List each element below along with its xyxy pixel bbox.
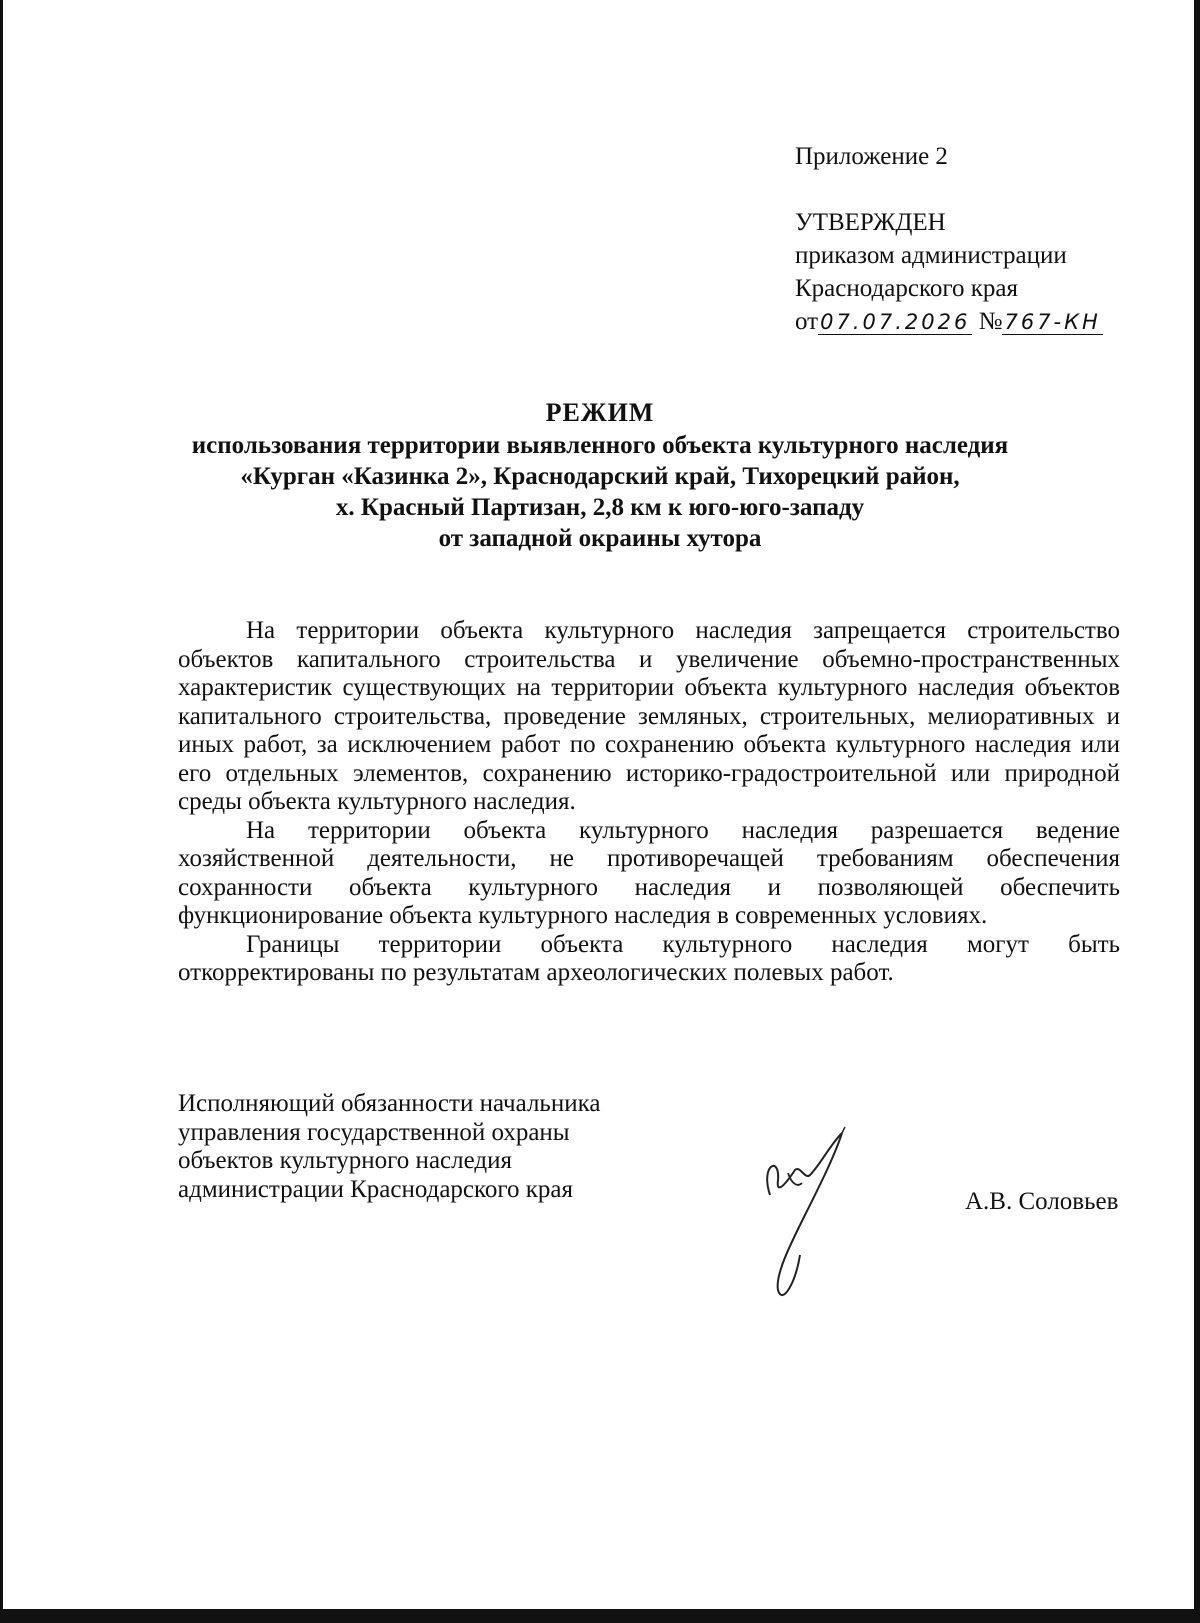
approval-stamp-block <box>795 140 1175 339</box>
title-line-1: использования территории выявленного объекта культурного наследия <box>191 432 1009 459</box>
body-paragraph-3: Границы территории объекта культурного наследия могут быть откорректированы по результатам археологических полевых работ. <box>178 930 1120 986</box>
scan-edge-left <box>0 0 3 1623</box>
scan-edge-bottom <box>0 1609 1200 1623</box>
handwritten-signature <box>750 1125 880 1305</box>
title-main: РЕЖИМ <box>545 398 655 427</box>
order-date-number <box>795 305 1175 339</box>
body-paragraph-2: На территории объекта культурного наследия разрешается ведение хозяйственной деятельности, не противоречащей требованиям обеспечения сохранности объекта культурного наследия и позволяющей обеспечить функционирование объекта культурного наследия в современных условиях. <box>178 816 1120 929</box>
region-label: Краснодарского края <box>795 275 1018 302</box>
position-line-1: Исполняющий обязанности начальника <box>178 1090 601 1117</box>
document-title <box>150 397 1050 554</box>
title-line-4: от западной окраины хутора <box>438 525 762 552</box>
title-line-2: «Курган «Казинка 2», Краснодарский край, Тихорецкий район, <box>240 463 960 490</box>
approved-label: УТВЕРЖДЕН <box>795 209 946 236</box>
number-prefix: № <box>978 308 1003 335</box>
signer-name: А.В. Соловьев <box>965 1188 1119 1215</box>
position-line-2: управления государственной охраны <box>178 1118 570 1146</box>
position-line-4: администрации Краснодарского края <box>178 1175 574 1203</box>
body-paragraph-1: На территории объекта культурного наследия запрещается строительство объектов капитального строительства и увеличение объемно-пространственных характеристик существующих на территории объекта культурного наследия объектов капитального строительства, проведение земляных, строительных, мелиоративных и иных работ, за исключением работ по сохранению объекта культурного наследия или его отдельных элементов, сохранению историко-градостроительной или природной среды объекта культурного наследия. <box>178 617 1120 815</box>
order-label: приказом администрации <box>795 242 1067 269</box>
order-date: 07.07.2026 <box>820 310 971 334</box>
order-number: 767-КН <box>1004 310 1101 334</box>
date-prefix: от <box>795 308 819 335</box>
annex-label: Приложение 2 <box>795 143 948 170</box>
title-line-3: х. Красный Партизан, 2,8 км к юго-юго-западу <box>335 494 865 521</box>
document-body <box>178 617 1120 988</box>
position-line-3: объектов культурного наследия <box>178 1147 512 1174</box>
scan-edge-right <box>1194 0 1200 1623</box>
signer-position <box>178 1090 678 1204</box>
